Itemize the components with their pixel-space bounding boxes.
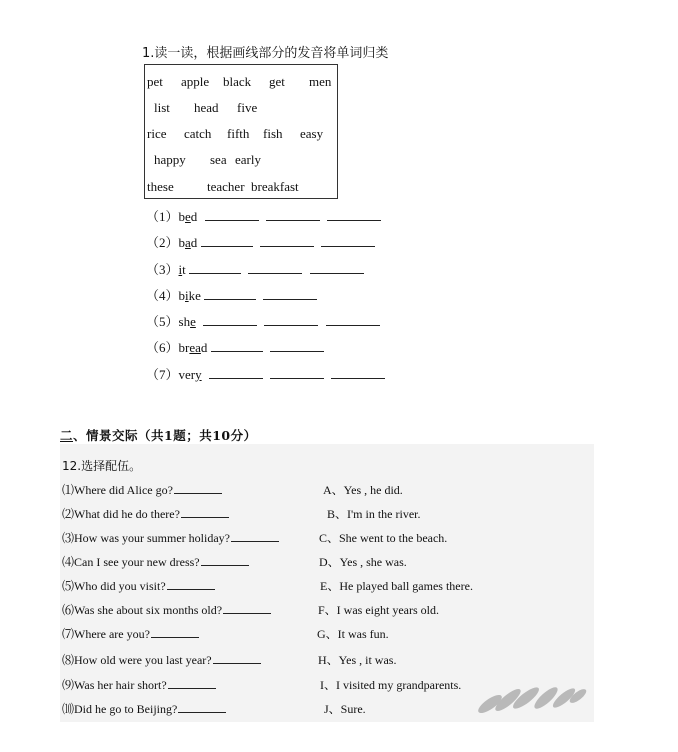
phonics-item bbox=[146, 311, 380, 330]
item-word-pre: ver bbox=[178, 367, 196, 382]
answer-blank[interactable] bbox=[203, 313, 257, 326]
item-number: （7） bbox=[146, 367, 179, 382]
match-answer: D、Yes , she was. bbox=[319, 555, 407, 569]
answer-blank[interactable] bbox=[231, 529, 279, 542]
section-number: 二 bbox=[60, 428, 74, 443]
word: black bbox=[223, 74, 252, 89]
match-question bbox=[62, 601, 271, 618]
question-1-title: 1.读一读，根据画线部分的发音将单词归类 bbox=[142, 46, 389, 61]
answer-blank[interactable] bbox=[189, 261, 241, 274]
word: happy bbox=[154, 152, 186, 167]
word: catch bbox=[184, 126, 212, 141]
question-text: ⑴Where did Alice go? bbox=[62, 483, 173, 497]
answer-blank[interactable] bbox=[248, 261, 302, 274]
word: early bbox=[235, 152, 261, 167]
word: list bbox=[154, 100, 170, 115]
question-text: ⑹Was she about six months old? bbox=[62, 603, 223, 617]
question-text: ⑶How was your summer holiday? bbox=[62, 531, 230, 545]
item-word-pre: b bbox=[178, 235, 186, 250]
word: these bbox=[147, 179, 174, 194]
item-word-underlined: y bbox=[195, 367, 202, 382]
item-number: （3） bbox=[146, 262, 179, 277]
item-number: （1） bbox=[146, 209, 179, 224]
word: get bbox=[269, 74, 285, 89]
word: rice bbox=[147, 126, 167, 141]
match-question bbox=[62, 529, 279, 546]
match-question bbox=[62, 553, 249, 570]
answer-blank[interactable] bbox=[266, 208, 320, 221]
question-text: ⑵What did he do there? bbox=[62, 507, 180, 521]
item-word-post: d bbox=[190, 209, 198, 224]
answer-blank[interactable] bbox=[181, 505, 229, 518]
answer-blank[interactable] bbox=[201, 553, 249, 566]
answer-blank[interactable] bbox=[168, 676, 216, 689]
answer-blank[interactable] bbox=[209, 366, 263, 379]
item-word-underlined: i bbox=[185, 288, 189, 303]
word: teacher bbox=[207, 179, 245, 194]
answer-blank[interactable] bbox=[211, 339, 263, 352]
item-number: （4） bbox=[146, 288, 179, 303]
answer-blank[interactable] bbox=[270, 366, 324, 379]
word: pet bbox=[147, 74, 163, 89]
match-answer: C、She went to the beach. bbox=[319, 531, 448, 545]
word: men bbox=[309, 74, 332, 89]
answer-blank[interactable] bbox=[174, 481, 222, 494]
item-word-underlined: ea bbox=[189, 340, 201, 355]
word: head bbox=[194, 100, 219, 115]
item-word-pre: br bbox=[178, 340, 190, 355]
match-question bbox=[62, 651, 261, 668]
section-2-title bbox=[60, 426, 257, 444]
answer-blank[interactable] bbox=[260, 234, 314, 247]
item-word-pre: b bbox=[178, 209, 186, 224]
item-number: （5） bbox=[146, 314, 179, 329]
item-word-underlined: i bbox=[178, 262, 183, 277]
item-word-pre: b bbox=[178, 288, 186, 303]
section-title-text: 、情景交际（共1题；共10分） bbox=[73, 428, 257, 443]
answer-blank[interactable] bbox=[223, 601, 271, 614]
match-answer: J、Sure. bbox=[324, 702, 366, 716]
item-word-pre: sh bbox=[178, 314, 191, 329]
match-answer: I、I visited my grandparents. bbox=[320, 678, 462, 692]
phonics-item bbox=[146, 337, 324, 356]
answer-blank[interactable] bbox=[167, 577, 215, 590]
word: apple bbox=[181, 74, 210, 89]
answer-blank[interactable] bbox=[270, 339, 324, 352]
question-text: ⑷Can I see your new dress? bbox=[62, 555, 200, 569]
question-text: ⑼Was her hair short? bbox=[62, 678, 167, 692]
item-word-underlined: e bbox=[185, 209, 191, 224]
answer-blank[interactable] bbox=[264, 313, 318, 326]
word: easy bbox=[300, 126, 324, 141]
watermark-smudge bbox=[460, 676, 590, 716]
match-question bbox=[62, 625, 199, 642]
match-answer: E、He played ball games there. bbox=[320, 579, 473, 593]
match-question bbox=[62, 700, 226, 717]
match-question bbox=[62, 676, 216, 693]
item-word-underlined: e bbox=[190, 314, 196, 329]
question-text: ⑸Who did you visit? bbox=[62, 579, 166, 593]
answer-blank[interactable] bbox=[205, 208, 259, 221]
word-box bbox=[144, 64, 338, 199]
answer-blank[interactable] bbox=[310, 261, 364, 274]
answer-blank[interactable] bbox=[204, 287, 256, 300]
answer-blank[interactable] bbox=[151, 625, 199, 638]
answer-blank[interactable] bbox=[213, 651, 261, 664]
item-word-post: t bbox=[182, 262, 186, 277]
item-number: （2） bbox=[146, 235, 179, 250]
item-word-post: ke bbox=[188, 288, 201, 303]
word: five bbox=[237, 100, 258, 115]
word: sea bbox=[210, 152, 227, 167]
word: fifth bbox=[227, 126, 250, 141]
question-text: ⑻How old were you last year? bbox=[62, 653, 212, 667]
word: breakfast bbox=[251, 179, 299, 194]
match-question bbox=[62, 577, 215, 594]
item-word-post: d bbox=[190, 235, 198, 250]
phonics-item bbox=[146, 285, 317, 304]
word: fish bbox=[263, 126, 283, 141]
item-number: （6） bbox=[146, 340, 179, 355]
match-answer: H、Yes , it was. bbox=[318, 653, 397, 667]
phonics-item bbox=[146, 364, 385, 383]
answer-blank[interactable] bbox=[263, 287, 317, 300]
match-answer: A、Yes , he did. bbox=[323, 483, 403, 497]
phonics-item bbox=[146, 206, 381, 225]
answer-blank[interactable] bbox=[331, 366, 385, 379]
answer-blank[interactable] bbox=[201, 234, 253, 247]
question-text: ⑽Did he go to Beijing? bbox=[62, 702, 178, 716]
match-answer: G、It was fun. bbox=[317, 627, 389, 641]
question-text: ⑺Where are you? bbox=[62, 627, 150, 641]
question-12-title: 12.选择配伍。 bbox=[62, 459, 142, 473]
phonics-item bbox=[146, 259, 364, 278]
answer-blank[interactable] bbox=[326, 313, 380, 326]
answer-blank[interactable] bbox=[327, 208, 381, 221]
item-word-post: d bbox=[200, 340, 208, 355]
answer-blank[interactable] bbox=[178, 700, 226, 713]
match-answer: B、I'm in the river. bbox=[327, 507, 421, 521]
phonics-item bbox=[146, 232, 375, 251]
item-word-underlined: a bbox=[185, 235, 191, 250]
match-answer: F、I was eight years old. bbox=[318, 603, 439, 617]
answer-blank[interactable] bbox=[321, 234, 375, 247]
match-question bbox=[62, 481, 222, 498]
match-question bbox=[62, 505, 229, 522]
